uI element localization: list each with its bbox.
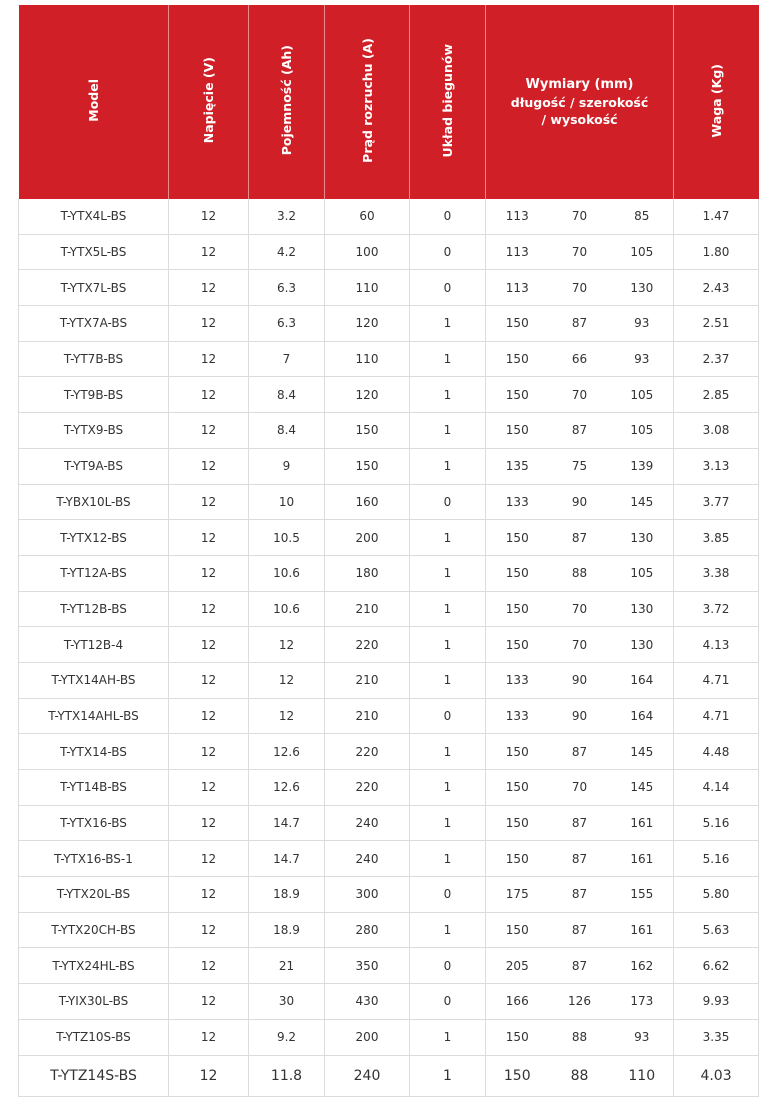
- cell-voltage: 12: [169, 627, 249, 663]
- cell-polarity: 0: [410, 877, 486, 913]
- cell-model: T-YTX7L-BS: [19, 270, 169, 306]
- cell-capacity: 12.6: [249, 734, 325, 770]
- cell-capacity: 6.3: [249, 306, 325, 342]
- header-capacity-label: Pojemność (Ah): [279, 45, 294, 156]
- cell-width: 87: [549, 805, 611, 841]
- battery-spec-table: [18, 5, 759, 1097]
- cell-weight: 4.71: [674, 662, 759, 698]
- cell-height: 145: [611, 770, 674, 806]
- cell-voltage: 12: [169, 948, 249, 984]
- cell-weight: 2.85: [674, 377, 759, 413]
- cell-height: 162: [611, 948, 674, 984]
- cell-length: 150: [486, 413, 549, 449]
- cell-polarity: 1: [410, 912, 486, 948]
- cell-width: 70: [549, 270, 611, 306]
- cell-capacity: 10.6: [249, 555, 325, 591]
- cell-weight: 5.63: [674, 912, 759, 948]
- cell-model: T-YTX20L-BS: [19, 877, 169, 913]
- table-row: [19, 377, 759, 413]
- table-row: [19, 698, 759, 734]
- cell-length: 150: [486, 1055, 549, 1096]
- cell-voltage: 12: [169, 341, 249, 377]
- cell-polarity: 1: [410, 770, 486, 806]
- table-row: [19, 912, 759, 948]
- cell-length: 150: [486, 555, 549, 591]
- cell-model: T-YIX30L-BS: [19, 984, 169, 1020]
- cell-height: 105: [611, 234, 674, 270]
- cell-model: T-YT12A-BS: [19, 555, 169, 591]
- table-row: [19, 341, 759, 377]
- table-row: [19, 805, 759, 841]
- table-row: [19, 948, 759, 984]
- cell-model: T-YTX14-BS: [19, 734, 169, 770]
- cell-height: 130: [611, 520, 674, 556]
- table-row: [19, 520, 759, 556]
- cell-polarity: 1: [410, 306, 486, 342]
- cell-model: T-YTX4L-BS: [19, 199, 169, 234]
- cell-height: 130: [611, 627, 674, 663]
- cell-weight: 4.71: [674, 698, 759, 734]
- table-row: [19, 591, 759, 627]
- cell-model: T-YTZ10S-BS: [19, 1019, 169, 1055]
- cell-width: 70: [549, 770, 611, 806]
- cell-voltage: 12: [169, 841, 249, 877]
- cell-length: 150: [486, 1019, 549, 1055]
- cell-capacity: 8.4: [249, 413, 325, 449]
- table-row: [19, 555, 759, 591]
- cell-length: 133: [486, 484, 549, 520]
- cell-capacity: 10.5: [249, 520, 325, 556]
- cell-length: 133: [486, 662, 549, 698]
- cell-height: 105: [611, 413, 674, 449]
- cell-width: 88: [549, 1019, 611, 1055]
- cell-voltage: 12: [169, 770, 249, 806]
- cell-voltage: 12: [169, 448, 249, 484]
- cell-voltage: 12: [169, 912, 249, 948]
- cell-height: 105: [611, 555, 674, 591]
- cell-capacity: 8.4: [249, 377, 325, 413]
- cell-polarity: 1: [410, 448, 486, 484]
- cell-polarity: 0: [410, 948, 486, 984]
- cell-capacity: 9.2: [249, 1019, 325, 1055]
- cell-height: 161: [611, 841, 674, 877]
- cell-model: T-YT12B-BS: [19, 591, 169, 627]
- header-model-label: Model: [85, 79, 101, 122]
- cell-voltage: 12: [169, 484, 249, 520]
- cell-model: T-YT12B-4: [19, 627, 169, 663]
- cell-polarity: 1: [410, 627, 486, 663]
- header-polarity-label: Układ biegunów: [440, 43, 455, 158]
- cell-height: 130: [611, 270, 674, 306]
- cell-polarity: 1: [410, 377, 486, 413]
- cell-current: 150: [325, 413, 410, 449]
- cell-weight: 3.35: [674, 1019, 759, 1055]
- cell-length: 205: [486, 948, 549, 984]
- cell-height: 93: [611, 306, 674, 342]
- table-row: [19, 841, 759, 877]
- cell-capacity: 14.7: [249, 841, 325, 877]
- cell-voltage: 12: [169, 591, 249, 627]
- cell-capacity: 11.8: [249, 1055, 325, 1096]
- cell-width: 87: [549, 520, 611, 556]
- cell-current: 150: [325, 448, 410, 484]
- cell-height: 164: [611, 698, 674, 734]
- cell-height: 85: [611, 199, 674, 234]
- cell-weight: 5.80: [674, 877, 759, 913]
- cell-model: T-YT9B-BS: [19, 377, 169, 413]
- header-voltage: [169, 5, 249, 199]
- cell-current: 280: [325, 912, 410, 948]
- cell-voltage: 12: [169, 413, 249, 449]
- cell-height: 145: [611, 734, 674, 770]
- cell-model: T-YTX14AH-BS: [19, 662, 169, 698]
- cell-voltage: 12: [169, 377, 249, 413]
- cell-model: T-YT9A-BS: [19, 448, 169, 484]
- cell-capacity: 3.2: [249, 199, 325, 234]
- cell-height: 161: [611, 912, 674, 948]
- cell-height: 173: [611, 984, 674, 1020]
- cell-voltage: 12: [169, 698, 249, 734]
- cell-weight: 3.08: [674, 413, 759, 449]
- cell-length: 150: [486, 770, 549, 806]
- table-row: [19, 627, 759, 663]
- table-body: [19, 199, 759, 1096]
- cell-width: 87: [549, 948, 611, 984]
- header-voltage-label: Napięcie (V): [201, 57, 216, 144]
- cell-model: T-YTX12-BS: [19, 520, 169, 556]
- cell-weight: 4.03: [674, 1055, 759, 1096]
- cell-capacity: 12: [249, 662, 325, 698]
- cell-polarity: 1: [410, 805, 486, 841]
- cell-height: 93: [611, 341, 674, 377]
- cell-polarity: 1: [410, 555, 486, 591]
- cell-current: 110: [325, 341, 410, 377]
- header-current-label: Prąd rozruchu (A): [359, 38, 375, 163]
- cell-height: 155: [611, 877, 674, 913]
- cell-voltage: 12: [169, 555, 249, 591]
- header-dimensions-line3: / wysokość: [541, 112, 618, 127]
- cell-weight: 1.80: [674, 234, 759, 270]
- table-row: [19, 306, 759, 342]
- cell-current: 430: [325, 984, 410, 1020]
- cell-height: 139: [611, 448, 674, 484]
- cell-width: 87: [549, 841, 611, 877]
- cell-weight: 5.16: [674, 841, 759, 877]
- cell-weight: 4.48: [674, 734, 759, 770]
- cell-model: T-YTX20CH-BS: [19, 912, 169, 948]
- cell-height: 164: [611, 662, 674, 698]
- table-row: [19, 199, 759, 234]
- cell-current: 200: [325, 520, 410, 556]
- cell-capacity: 30: [249, 984, 325, 1020]
- cell-width: 88: [549, 555, 611, 591]
- cell-length: 150: [486, 734, 549, 770]
- cell-length: 113: [486, 270, 549, 306]
- cell-width: 70: [549, 199, 611, 234]
- cell-current: 240: [325, 1055, 410, 1096]
- cell-polarity: 1: [410, 1055, 486, 1096]
- cell-width: 75: [549, 448, 611, 484]
- header-model: [19, 5, 169, 199]
- cell-width: 87: [549, 734, 611, 770]
- cell-polarity: 1: [410, 734, 486, 770]
- cell-weight: 2.43: [674, 270, 759, 306]
- header-weight: [674, 5, 759, 199]
- cell-weight: 2.51: [674, 306, 759, 342]
- cell-capacity: 18.9: [249, 877, 325, 913]
- table-header-row: [19, 5, 759, 199]
- table-row: [19, 413, 759, 449]
- cell-polarity: 0: [410, 698, 486, 734]
- cell-model: T-YTX16-BS: [19, 805, 169, 841]
- header-weight-label: Waga (Kg): [708, 63, 724, 138]
- cell-polarity: 1: [410, 520, 486, 556]
- cell-current: 210: [325, 662, 410, 698]
- cell-weight: 3.77: [674, 484, 759, 520]
- header-polarity: [410, 5, 486, 199]
- cell-height: 93: [611, 1019, 674, 1055]
- cell-polarity: 1: [410, 841, 486, 877]
- table-row: [19, 1019, 759, 1055]
- cell-width: 70: [549, 234, 611, 270]
- cell-polarity: 1: [410, 413, 486, 449]
- cell-length: 150: [486, 341, 549, 377]
- table-row: [19, 877, 759, 913]
- cell-length: 113: [486, 199, 549, 234]
- cell-weight: 3.72: [674, 591, 759, 627]
- cell-capacity: 14.7: [249, 805, 325, 841]
- cell-current: 210: [325, 698, 410, 734]
- cell-width: 87: [549, 912, 611, 948]
- cell-length: 150: [486, 805, 549, 841]
- table-row: [19, 984, 759, 1020]
- cell-model: T-YTX7A-BS: [19, 306, 169, 342]
- cell-width: 87: [549, 877, 611, 913]
- cell-polarity: 1: [410, 1019, 486, 1055]
- cell-polarity: 1: [410, 591, 486, 627]
- cell-capacity: 21: [249, 948, 325, 984]
- cell-width: 87: [549, 413, 611, 449]
- table-row: [19, 234, 759, 270]
- cell-polarity: 1: [410, 341, 486, 377]
- cell-current: 220: [325, 770, 410, 806]
- cell-length: 135: [486, 448, 549, 484]
- cell-length: 133: [486, 698, 549, 734]
- cell-weight: 3.38: [674, 555, 759, 591]
- cell-width: 66: [549, 341, 611, 377]
- cell-current: 60: [325, 199, 410, 234]
- cell-length: 166: [486, 984, 549, 1020]
- cell-voltage: 12: [169, 805, 249, 841]
- cell-width: 87: [549, 306, 611, 342]
- cell-height: 130: [611, 591, 674, 627]
- cell-voltage: 12: [169, 306, 249, 342]
- cell-weight: 6.62: [674, 948, 759, 984]
- cell-weight: 9.93: [674, 984, 759, 1020]
- table-row: [19, 270, 759, 306]
- cell-length: 150: [486, 591, 549, 627]
- cell-polarity: 1: [410, 662, 486, 698]
- cell-voltage: 12: [169, 877, 249, 913]
- table-row: [19, 734, 759, 770]
- cell-polarity: 0: [410, 484, 486, 520]
- cell-voltage: 12: [169, 234, 249, 270]
- cell-capacity: 10: [249, 484, 325, 520]
- cell-polarity: 0: [410, 984, 486, 1020]
- cell-length: 150: [486, 377, 549, 413]
- cell-length: 150: [486, 520, 549, 556]
- header-current: [325, 5, 410, 199]
- cell-width: 70: [549, 627, 611, 663]
- cell-polarity: 0: [410, 199, 486, 234]
- cell-model: T-YT7B-BS: [19, 341, 169, 377]
- cell-height: 105: [611, 377, 674, 413]
- header-dimensions-line2: długość / szerokość: [510, 95, 649, 110]
- cell-current: 220: [325, 627, 410, 663]
- cell-current: 120: [325, 377, 410, 413]
- cell-model: T-YTZ14S-BS: [19, 1055, 169, 1096]
- cell-capacity: 6.3: [249, 270, 325, 306]
- cell-current: 240: [325, 841, 410, 877]
- cell-current: 350: [325, 948, 410, 984]
- cell-current: 160: [325, 484, 410, 520]
- table-row: [19, 484, 759, 520]
- cell-current: 110: [325, 270, 410, 306]
- table-row: [19, 770, 759, 806]
- cell-voltage: 12: [169, 662, 249, 698]
- cell-height: 110: [611, 1055, 674, 1096]
- cell-current: 240: [325, 805, 410, 841]
- cell-width: 70: [549, 591, 611, 627]
- cell-model: T-YT14B-BS: [19, 770, 169, 806]
- cell-voltage: 12: [169, 1019, 249, 1055]
- cell-capacity: 7: [249, 341, 325, 377]
- cell-weight: 5.16: [674, 805, 759, 841]
- cell-width: 90: [549, 662, 611, 698]
- cell-width: 88: [549, 1055, 611, 1096]
- cell-polarity: 0: [410, 270, 486, 306]
- cell-width: 70: [549, 377, 611, 413]
- cell-capacity: 9: [249, 448, 325, 484]
- cell-weight: 4.14: [674, 770, 759, 806]
- cell-current: 220: [325, 734, 410, 770]
- cell-weight: 3.13: [674, 448, 759, 484]
- cell-model: T-YTX14AHL-BS: [19, 698, 169, 734]
- cell-capacity: 12.6: [249, 770, 325, 806]
- cell-length: 150: [486, 912, 549, 948]
- cell-voltage: 12: [169, 520, 249, 556]
- cell-model: T-YBX10L-BS: [19, 484, 169, 520]
- cell-current: 100: [325, 234, 410, 270]
- header-dimensions-line1: Wymiary (mm): [525, 77, 634, 92]
- header-capacity: [249, 5, 325, 199]
- cell-capacity: 18.9: [249, 912, 325, 948]
- cell-model: T-YTX9-BS: [19, 413, 169, 449]
- cell-length: 150: [486, 306, 549, 342]
- cell-voltage: 12: [169, 984, 249, 1020]
- cell-capacity: 12: [249, 698, 325, 734]
- header-dimensions: [486, 5, 674, 199]
- cell-model: T-YTX5L-BS: [19, 234, 169, 270]
- cell-voltage: 12: [169, 734, 249, 770]
- cell-weight: 3.85: [674, 520, 759, 556]
- cell-weight: 2.37: [674, 341, 759, 377]
- cell-width: 90: [549, 698, 611, 734]
- table-row: [19, 448, 759, 484]
- cell-current: 200: [325, 1019, 410, 1055]
- cell-current: 180: [325, 555, 410, 591]
- cell-height: 161: [611, 805, 674, 841]
- cell-capacity: 4.2: [249, 234, 325, 270]
- table-row: [19, 662, 759, 698]
- cell-length: 150: [486, 841, 549, 877]
- cell-weight: 1.47: [674, 199, 759, 234]
- cell-voltage: 12: [169, 270, 249, 306]
- cell-length: 175: [486, 877, 549, 913]
- cell-width: 90: [549, 484, 611, 520]
- cell-current: 210: [325, 591, 410, 627]
- cell-weight: 4.13: [674, 627, 759, 663]
- cell-length: 150: [486, 627, 549, 663]
- cell-capacity: 10.6: [249, 591, 325, 627]
- cell-capacity: 12: [249, 627, 325, 663]
- table-row: [19, 1055, 759, 1096]
- cell-current: 120: [325, 306, 410, 342]
- cell-length: 113: [486, 234, 549, 270]
- cell-model: T-YTX24HL-BS: [19, 948, 169, 984]
- cell-width: 126: [549, 984, 611, 1020]
- cell-voltage: 12: [169, 1055, 249, 1096]
- cell-current: 300: [325, 877, 410, 913]
- cell-height: 145: [611, 484, 674, 520]
- cell-voltage: 12: [169, 199, 249, 234]
- cell-model: T-YTX16-BS-1: [19, 841, 169, 877]
- cell-polarity: 0: [410, 234, 486, 270]
